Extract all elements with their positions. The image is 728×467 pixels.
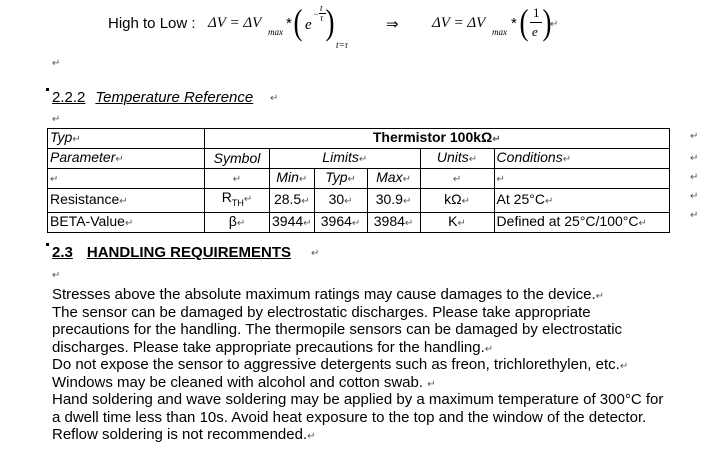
section-number: 2.3 bbox=[52, 244, 73, 261]
text-line: a dwell time less than 10s. Avoid heat exposure to the top and the window of the detector. bbox=[52, 408, 647, 426]
empty-cell: ↵ bbox=[48, 169, 205, 189]
table-header-row bbox=[48, 149, 670, 169]
heading-bullet bbox=[46, 243, 49, 246]
formula-eval-at: t=τ bbox=[336, 40, 348, 50]
formula-frac-den: e bbox=[532, 24, 538, 39]
section-heading-2-2-2 bbox=[52, 89, 253, 106]
header-parameter: Parameter↵ bbox=[48, 149, 205, 169]
header-limits: Limits↵ bbox=[270, 149, 421, 169]
subheader-min: Min↵ bbox=[270, 169, 315, 189]
formula-rhs-right-paren: ) bbox=[542, 2, 552, 42]
formula-exp-num: t bbox=[320, 3, 323, 13]
formula-label: High to Low : bbox=[108, 15, 196, 32]
cell-symbol: β↵ bbox=[205, 212, 270, 232]
formula-rhs-mult: * bbox=[511, 15, 517, 32]
text-line: precautions for the handling. The thermopile sensors can be damaged by electrostatic bbox=[52, 321, 623, 338]
typ-label-cell: Typ↵ bbox=[48, 129, 205, 149]
device-name-cell: Thermistor 100kΩ↵ bbox=[205, 129, 670, 149]
paragraph-mark: ↵ bbox=[52, 58, 61, 69]
table-subheader-row bbox=[48, 169, 670, 189]
cell-condition: At 25°C↵ bbox=[494, 189, 669, 213]
table-row bbox=[48, 189, 670, 213]
formula-mult: * bbox=[286, 15, 292, 32]
row-end-mark: ↵ bbox=[690, 172, 699, 183]
cell-min: 28.5↵ bbox=[270, 189, 315, 213]
formula-left-paren: ( bbox=[293, 2, 303, 42]
cell-max: 30.9↵ bbox=[367, 189, 420, 213]
formula-frac-num: 1 bbox=[533, 5, 540, 20]
cell-typ: 3964↵ bbox=[314, 212, 367, 232]
handling-text bbox=[52, 286, 663, 444]
cell-unit: K↵ bbox=[420, 212, 494, 232]
header-units: Units↵ bbox=[420, 149, 494, 169]
table-row bbox=[48, 212, 670, 232]
cell-parameter: BETA-Value↵ bbox=[48, 212, 205, 232]
row-end-mark: ↵ bbox=[690, 153, 699, 164]
cell-condition: Defined at 25°C/100°C↵ bbox=[494, 212, 669, 232]
paragraph-mark: ↵ bbox=[52, 270, 61, 281]
text-line: discharges. Please take appropriate precautions for the handling.↵ bbox=[52, 338, 494, 356]
paragraph-mark: ↵ bbox=[311, 248, 320, 259]
subheader-max: Max↵ bbox=[367, 169, 420, 189]
paragraph-mark: ↵ bbox=[550, 19, 559, 30]
cell-parameter: Resistance↵ bbox=[48, 189, 205, 213]
section-number: 2.2.2 bbox=[52, 89, 86, 106]
cell-unit: kΩ↵ bbox=[420, 189, 494, 213]
formula-base-e: e bbox=[305, 17, 312, 33]
formula-implies-arrow: ⇒ bbox=[386, 16, 399, 33]
header-symbol: Symbol bbox=[205, 149, 270, 169]
subheader-typ: Typ↵ bbox=[314, 169, 367, 189]
text-line: Stresses above the absolute maximum ratings may cause damages to the device.↵ bbox=[52, 286, 605, 303]
section-title: HANDLING REQUIREMENTS bbox=[86, 244, 292, 261]
cell-symbol: $R_{TH}↵$ bbox=[205, 189, 270, 213]
section-heading-2-3 bbox=[52, 244, 291, 261]
section-title: Temperature Reference bbox=[95, 89, 254, 106]
text-line: The sensor can be damaged by electrostatic discharges. Please take appropriate bbox=[52, 303, 591, 321]
formula-exp-den: τ bbox=[320, 13, 324, 23]
empty-cell: ↵ bbox=[420, 169, 494, 189]
cell-typ: 30↵ bbox=[314, 189, 367, 213]
cell-min: 3944↵ bbox=[270, 212, 315, 232]
formula-rhs-left-paren: ( bbox=[519, 2, 529, 42]
formula-rhs: ΔV = ΔV bbox=[432, 15, 486, 31]
table-row bbox=[48, 129, 670, 149]
text-line: Hand soldering and wave soldering may be applied by a maximum temperature of 300°C for bbox=[52, 391, 664, 408]
formula-frac-bar bbox=[530, 22, 542, 23]
formula-exp-minus: − bbox=[313, 9, 320, 19]
empty-cell: ↵ bbox=[494, 169, 669, 189]
header-conditions: Conditions↵ bbox=[494, 149, 669, 169]
row-end-mark: ↵ bbox=[690, 210, 699, 221]
empty-cell: ↵ bbox=[205, 169, 270, 189]
thermistor-spec-table bbox=[47, 128, 670, 233]
formula-right-paren: ) bbox=[325, 2, 335, 42]
row-end-mark: ↵ bbox=[690, 191, 699, 202]
heading-bullet bbox=[46, 88, 49, 91]
text-line: Reflow soldering is not recommended.↵ bbox=[52, 426, 316, 443]
cell-max: 3984↵ bbox=[367, 212, 420, 232]
paragraph-mark: ↵ bbox=[270, 93, 279, 104]
formula-lhs-sub: max bbox=[268, 27, 283, 37]
formula-rhs-sub: max bbox=[492, 27, 507, 37]
text-line: Do not expose the sensor to aggressive detergents such as freon, trichlorethylen, etc.↵ bbox=[52, 356, 629, 373]
text-line: Windows may be cleaned with alcohol and cotton swab. ↵ bbox=[52, 373, 436, 391]
formula-lhs: ΔV = ΔV bbox=[208, 15, 262, 31]
row-end-mark: ↵ bbox=[690, 131, 699, 142]
paragraph-mark: ↵ bbox=[52, 114, 61, 125]
